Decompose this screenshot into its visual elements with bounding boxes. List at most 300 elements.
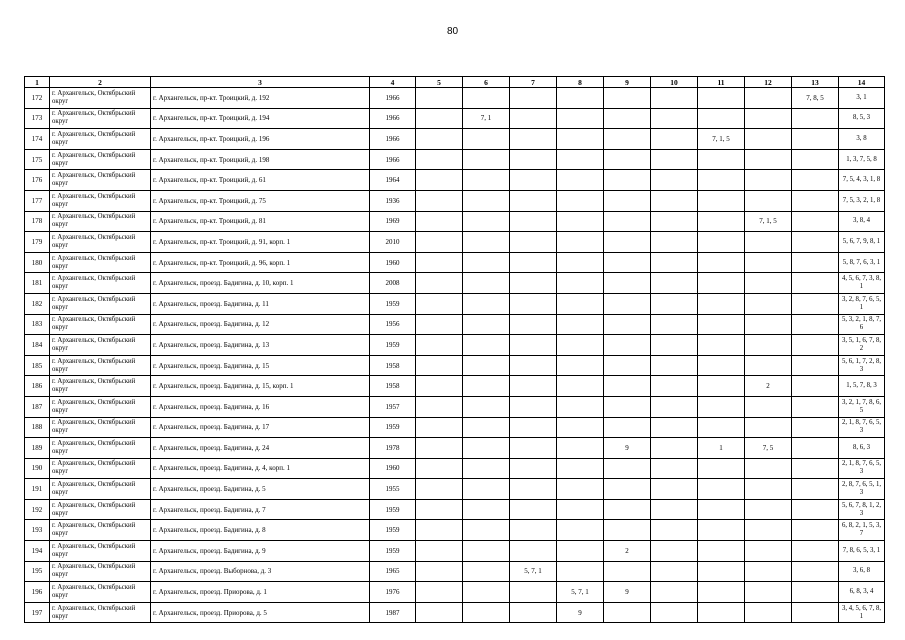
value-cell-13 [792,499,839,520]
row-number-cell: 196 [25,582,50,603]
year-cell: 1955 [370,479,416,500]
value-cell-14: 3, 6, 8 [839,561,885,582]
value-cell-7 [510,479,557,500]
value-cell-10 [651,541,698,562]
value-cell-8 [557,499,604,520]
table-row [25,396,885,417]
address-cell: г. Архангельск, проезд. Бадигина, д. 5 [151,479,370,500]
value-cell-5 [416,582,463,603]
year-cell: 1959 [370,293,416,314]
value-cell-11 [698,232,745,253]
header-row [25,77,885,88]
value-cell-6 [463,88,510,109]
value-cell-12 [745,602,792,623]
address-cell: г. Архангельск, проезд. Приорова, д. 5 [151,602,370,623]
value-cell-11: 7, 1, 5 [698,129,745,150]
data-table-container [24,76,884,623]
column-header-12: 12 [745,77,792,88]
value-cell-12 [745,149,792,170]
value-cell-7 [510,190,557,211]
table-row [25,232,885,253]
value-cell-8 [557,314,604,335]
row-number-cell: 172 [25,88,50,109]
value-cell-12 [745,293,792,314]
value-cell-7 [510,335,557,356]
value-cell-14: 3, 1 [839,88,885,109]
year-cell: 1959 [370,499,416,520]
row-number-cell: 181 [25,273,50,294]
value-cell-11 [698,479,745,500]
value-cell-14: 4, 5, 6, 7, 3, 8, 1 [839,273,885,294]
district-cell: г. Архангельск, Октябрьский округ [50,293,151,314]
column-header-5: 5 [416,77,463,88]
value-cell-6 [463,561,510,582]
value-cell-6 [463,335,510,356]
row-number-cell: 189 [25,438,50,459]
value-cell-5 [416,438,463,459]
value-cell-10 [651,520,698,541]
value-cell-8 [557,252,604,273]
value-cell-9 [604,252,651,273]
value-cell-8 [557,88,604,109]
value-cell-11 [698,211,745,232]
value-cell-12 [745,355,792,376]
value-cell-8 [557,561,604,582]
row-number-cell: 182 [25,293,50,314]
table-body [25,88,885,623]
table-row [25,417,885,438]
value-cell-14: 7, 5, 4, 3, 1, 8 [839,170,885,191]
value-cell-11 [698,170,745,191]
value-cell-11 [698,561,745,582]
table-row [25,335,885,356]
value-cell-7 [510,582,557,603]
value-cell-12: 2 [745,376,792,397]
value-cell-14: 1, 5, 7, 8, 3 [839,376,885,397]
value-cell-13 [792,582,839,603]
district-cell: г. Архангельск, Октябрьский округ [50,273,151,294]
address-cell: г. Архангельск, проезд. Бадигина, д. 9 [151,541,370,562]
value-cell-8 [557,438,604,459]
value-cell-10 [651,438,698,459]
value-cell-7 [510,541,557,562]
value-cell-10 [651,149,698,170]
district-cell: г. Архангельск, Октябрьский округ [50,190,151,211]
district-cell: г. Архангельск, Октябрьский округ [50,458,151,479]
value-cell-13 [792,252,839,273]
column-header-1: 1 [25,77,50,88]
address-cell: г. Архангельск, проезд. Бадигина, д. 17 [151,417,370,438]
value-cell-13 [792,273,839,294]
year-cell: 1959 [370,520,416,541]
value-cell-6 [463,232,510,253]
value-cell-13 [792,602,839,623]
value-cell-10 [651,479,698,500]
column-header-2: 2 [50,77,151,88]
district-cell: г. Архангельск, Октябрьский округ [50,438,151,459]
row-number-cell: 190 [25,458,50,479]
value-cell-8 [557,417,604,438]
year-cell: 1964 [370,170,416,191]
value-cell-6 [463,499,510,520]
value-cell-6 [463,602,510,623]
address-cell: г. Архангельск, проезд. Бадигина, д. 8 [151,520,370,541]
value-cell-9 [604,602,651,623]
table-row [25,108,885,129]
address-cell: г. Архангельск, пр-кт. Троицкий, д. 196 [151,129,370,150]
address-cell: г. Архангельск, проезд. Бадигина, д. 15 [151,355,370,376]
value-cell-12 [745,499,792,520]
district-cell: г. Архангельск, Октябрьский округ [50,479,151,500]
value-cell-13 [792,170,839,191]
value-cell-13 [792,520,839,541]
value-cell-13 [792,211,839,232]
value-cell-13 [792,314,839,335]
address-cell: г. Архангельск, пр-кт. Троицкий, д. 198 [151,149,370,170]
row-number-cell: 187 [25,396,50,417]
value-cell-9 [604,88,651,109]
value-cell-10 [651,335,698,356]
address-cell: г. Архангельск, проезд. Бадигина, д. 4, корп. 1 [151,458,370,479]
row-number-cell: 178 [25,211,50,232]
table-row [25,520,885,541]
value-cell-14: 5, 3, 2, 1, 8, 7, 6 [839,314,885,335]
value-cell-9 [604,314,651,335]
value-cell-9 [604,520,651,541]
value-cell-6 [463,417,510,438]
value-cell-5 [416,273,463,294]
row-number-cell: 194 [25,541,50,562]
value-cell-5 [416,541,463,562]
district-cell: г. Архангельск, Октябрьский округ [50,108,151,129]
value-cell-7 [510,499,557,520]
value-cell-5 [416,232,463,253]
value-cell-10 [651,417,698,438]
row-number-cell: 195 [25,561,50,582]
value-cell-9 [604,458,651,479]
value-cell-14: 6, 8, 2, 1, 5, 3, 7 [839,520,885,541]
value-cell-9 [604,355,651,376]
value-cell-10 [651,252,698,273]
value-cell-12 [745,520,792,541]
value-cell-14: 3, 5, 1, 6, 7, 8, 2 [839,335,885,356]
value-cell-10 [651,376,698,397]
district-cell: г. Архангельск, Октябрьский округ [50,499,151,520]
row-number-cell: 183 [25,314,50,335]
column-header-3: 3 [151,77,370,88]
column-header-4: 4 [370,77,416,88]
year-cell: 1959 [370,335,416,356]
value-cell-12 [745,190,792,211]
address-cell: г. Архангельск, пр-кт. Троицкий, д. 75 [151,190,370,211]
row-number-cell: 197 [25,602,50,623]
value-cell-10 [651,582,698,603]
value-cell-6 [463,273,510,294]
value-cell-7 [510,396,557,417]
value-cell-6 [463,211,510,232]
year-cell: 1978 [370,438,416,459]
value-cell-12 [745,108,792,129]
value-cell-9 [604,417,651,438]
value-cell-6 [463,190,510,211]
value-cell-6 [463,293,510,314]
value-cell-8: 9 [557,602,604,623]
column-header-10: 10 [651,77,698,88]
district-cell: г. Архангельск, Октябрьский округ [50,520,151,541]
district-cell: г. Архангельск, Октябрьский округ [50,376,151,397]
value-cell-12 [745,273,792,294]
value-cell-11 [698,376,745,397]
value-cell-13 [792,190,839,211]
value-cell-12 [745,582,792,603]
value-cell-9 [604,170,651,191]
value-cell-8 [557,190,604,211]
district-cell: г. Архангельск, Октябрьский округ [50,396,151,417]
row-number-cell: 192 [25,499,50,520]
column-header-11: 11 [698,77,745,88]
value-cell-6 [463,376,510,397]
year-cell: 1959 [370,541,416,562]
value-cell-7 [510,520,557,541]
district-cell: г. Архангельск, Октябрьский округ [50,252,151,273]
value-cell-8 [557,293,604,314]
value-cell-9 [604,190,651,211]
table-row [25,499,885,520]
value-cell-9 [604,273,651,294]
value-cell-10 [651,396,698,417]
value-cell-6 [463,438,510,459]
column-header-8: 8 [557,77,604,88]
district-cell: г. Архангельск, Октябрьский округ [50,561,151,582]
row-number-cell: 193 [25,520,50,541]
column-header-13: 13 [792,77,839,88]
value-cell-6 [463,355,510,376]
value-cell-13 [792,438,839,459]
value-cell-13 [792,561,839,582]
value-cell-6 [463,396,510,417]
value-cell-6 [463,149,510,170]
table-row [25,314,885,335]
value-cell-5 [416,561,463,582]
value-cell-10 [651,561,698,582]
value-cell-5 [416,479,463,500]
address-cell: г. Архангельск, проезд. Бадигина, д. 13 [151,335,370,356]
address-cell: г. Архангельск, проезд. Бадигина, д. 7 [151,499,370,520]
value-cell-8 [557,479,604,500]
value-cell-11 [698,314,745,335]
value-cell-12 [745,252,792,273]
value-cell-12 [745,396,792,417]
value-cell-10 [651,211,698,232]
value-cell-10 [651,88,698,109]
table-row [25,149,885,170]
value-cell-14: 3, 2, 1, 7, 8, 6, 5 [839,396,885,417]
value-cell-6 [463,541,510,562]
value-cell-5 [416,602,463,623]
year-cell: 1965 [370,561,416,582]
value-cell-14: 3, 8 [839,129,885,150]
year-cell: 1936 [370,190,416,211]
value-cell-10 [651,129,698,150]
value-cell-7 [510,438,557,459]
value-cell-12 [745,170,792,191]
table-row [25,293,885,314]
value-cell-13 [792,541,839,562]
district-cell: г. Архангельск, Октябрьский округ [50,129,151,150]
value-cell-9 [604,149,651,170]
value-cell-11 [698,252,745,273]
value-cell-12 [745,335,792,356]
row-number-cell: 188 [25,417,50,438]
value-cell-14: 2, 1, 8, 7, 6, 5, 3 [839,417,885,438]
value-cell-12 [745,458,792,479]
table-row [25,170,885,191]
value-cell-12: 7, 5 [745,438,792,459]
district-cell: г. Архангельск, Октябрьский округ [50,602,151,623]
year-cell: 1966 [370,88,416,109]
value-cell-9 [604,211,651,232]
value-cell-7 [510,108,557,129]
value-cell-9 [604,108,651,129]
value-cell-7 [510,602,557,623]
value-cell-5 [416,458,463,479]
value-cell-9: 2 [604,541,651,562]
value-cell-13 [792,376,839,397]
address-cell: г. Архангельск, пр-кт. Троицкий, д. 194 [151,108,370,129]
value-cell-5 [416,149,463,170]
value-cell-11: 1 [698,438,745,459]
value-cell-13 [792,335,839,356]
value-cell-6 [463,170,510,191]
value-cell-12 [745,417,792,438]
table-row [25,88,885,109]
value-cell-8 [557,520,604,541]
value-cell-8 [557,232,604,253]
value-cell-13 [792,129,839,150]
value-cell-11 [698,499,745,520]
value-cell-11 [698,293,745,314]
value-cell-5 [416,88,463,109]
value-cell-5 [416,396,463,417]
value-cell-6: 7, 1 [463,108,510,129]
district-cell: г. Архангельск, Октябрьский округ [50,417,151,438]
table-row [25,252,885,273]
value-cell-11 [698,417,745,438]
year-cell: 1958 [370,376,416,397]
address-cell: г. Архангельск, пр-кт. Троицкий, д. 61 [151,170,370,191]
value-cell-12 [745,232,792,253]
value-cell-8 [557,376,604,397]
value-cell-11 [698,458,745,479]
value-cell-11 [698,190,745,211]
value-cell-9 [604,335,651,356]
value-cell-11 [698,582,745,603]
row-number-cell: 176 [25,170,50,191]
value-cell-10 [651,190,698,211]
table-row [25,355,885,376]
value-cell-12 [745,541,792,562]
value-cell-14: 2, 8, 7, 6, 5, 1, 3 [839,479,885,500]
value-cell-5 [416,252,463,273]
year-cell: 1966 [370,108,416,129]
value-cell-8 [557,170,604,191]
value-cell-11 [698,273,745,294]
value-cell-5 [416,335,463,356]
value-cell-5 [416,417,463,438]
address-cell: г. Архангельск, пр-кт. Троицкий, д. 96, корп. 1 [151,252,370,273]
value-cell-7 [510,376,557,397]
value-cell-13 [792,293,839,314]
table-row [25,376,885,397]
row-number-cell: 174 [25,129,50,150]
value-cell-7 [510,293,557,314]
value-cell-11 [698,108,745,129]
district-cell: г. Архангельск, Октябрьский округ [50,149,151,170]
value-cell-8 [557,273,604,294]
value-cell-7 [510,88,557,109]
address-cell: г. Архангельск, проезд. Приорова, д. 1 [151,582,370,603]
value-cell-7 [510,211,557,232]
district-cell: г. Архангельск, Октябрьский округ [50,314,151,335]
value-cell-12 [745,561,792,582]
value-cell-13 [792,149,839,170]
value-cell-14: 5, 8, 7, 6, 3, 1 [839,252,885,273]
address-cell: г. Архангельск, проезд. Бадигина, д. 12 [151,314,370,335]
value-cell-9 [604,129,651,150]
value-cell-11 [698,335,745,356]
value-cell-10 [651,108,698,129]
value-cell-5 [416,170,463,191]
address-cell: г. Архангельск, проезд. Бадигина, д. 16 [151,396,370,417]
value-cell-8 [557,211,604,232]
year-cell: 1976 [370,582,416,603]
year-cell: 1960 [370,252,416,273]
value-cell-10 [651,602,698,623]
value-cell-14: 3, 2, 8, 7, 6, 5, 1 [839,293,885,314]
address-cell: г. Архангельск, проезд. Выборнова, д. 3 [151,561,370,582]
district-cell: г. Архангельск, Октябрьский округ [50,211,151,232]
value-cell-13 [792,355,839,376]
value-cell-12 [745,129,792,150]
value-cell-14: 2, 1, 8, 7, 6, 5, 3 [839,458,885,479]
value-cell-10 [651,314,698,335]
value-cell-9 [604,561,651,582]
year-cell: 2010 [370,232,416,253]
table-row [25,211,885,232]
value-cell-5 [416,108,463,129]
value-cell-5 [416,211,463,232]
value-cell-6 [463,314,510,335]
row-number-cell: 179 [25,232,50,253]
row-number-cell: 184 [25,335,50,356]
value-cell-10 [651,273,698,294]
value-cell-8 [557,108,604,129]
row-number-cell: 175 [25,149,50,170]
value-cell-7 [510,417,557,438]
column-header-9: 9 [604,77,651,88]
value-cell-8 [557,355,604,376]
year-cell: 1960 [370,458,416,479]
value-cell-11 [698,602,745,623]
value-cell-14: 7, 8, 6, 5, 3, 1 [839,541,885,562]
value-cell-7 [510,355,557,376]
year-cell: 1966 [370,129,416,150]
value-cell-9 [604,376,651,397]
address-cell: г. Архангельск, проезд. Бадигина, д. 11 [151,293,370,314]
address-cell: г. Архангельск, пр-кт. Троицкий, д. 81 [151,211,370,232]
value-cell-7: 5, 7, 1 [510,561,557,582]
year-cell: 1987 [370,602,416,623]
